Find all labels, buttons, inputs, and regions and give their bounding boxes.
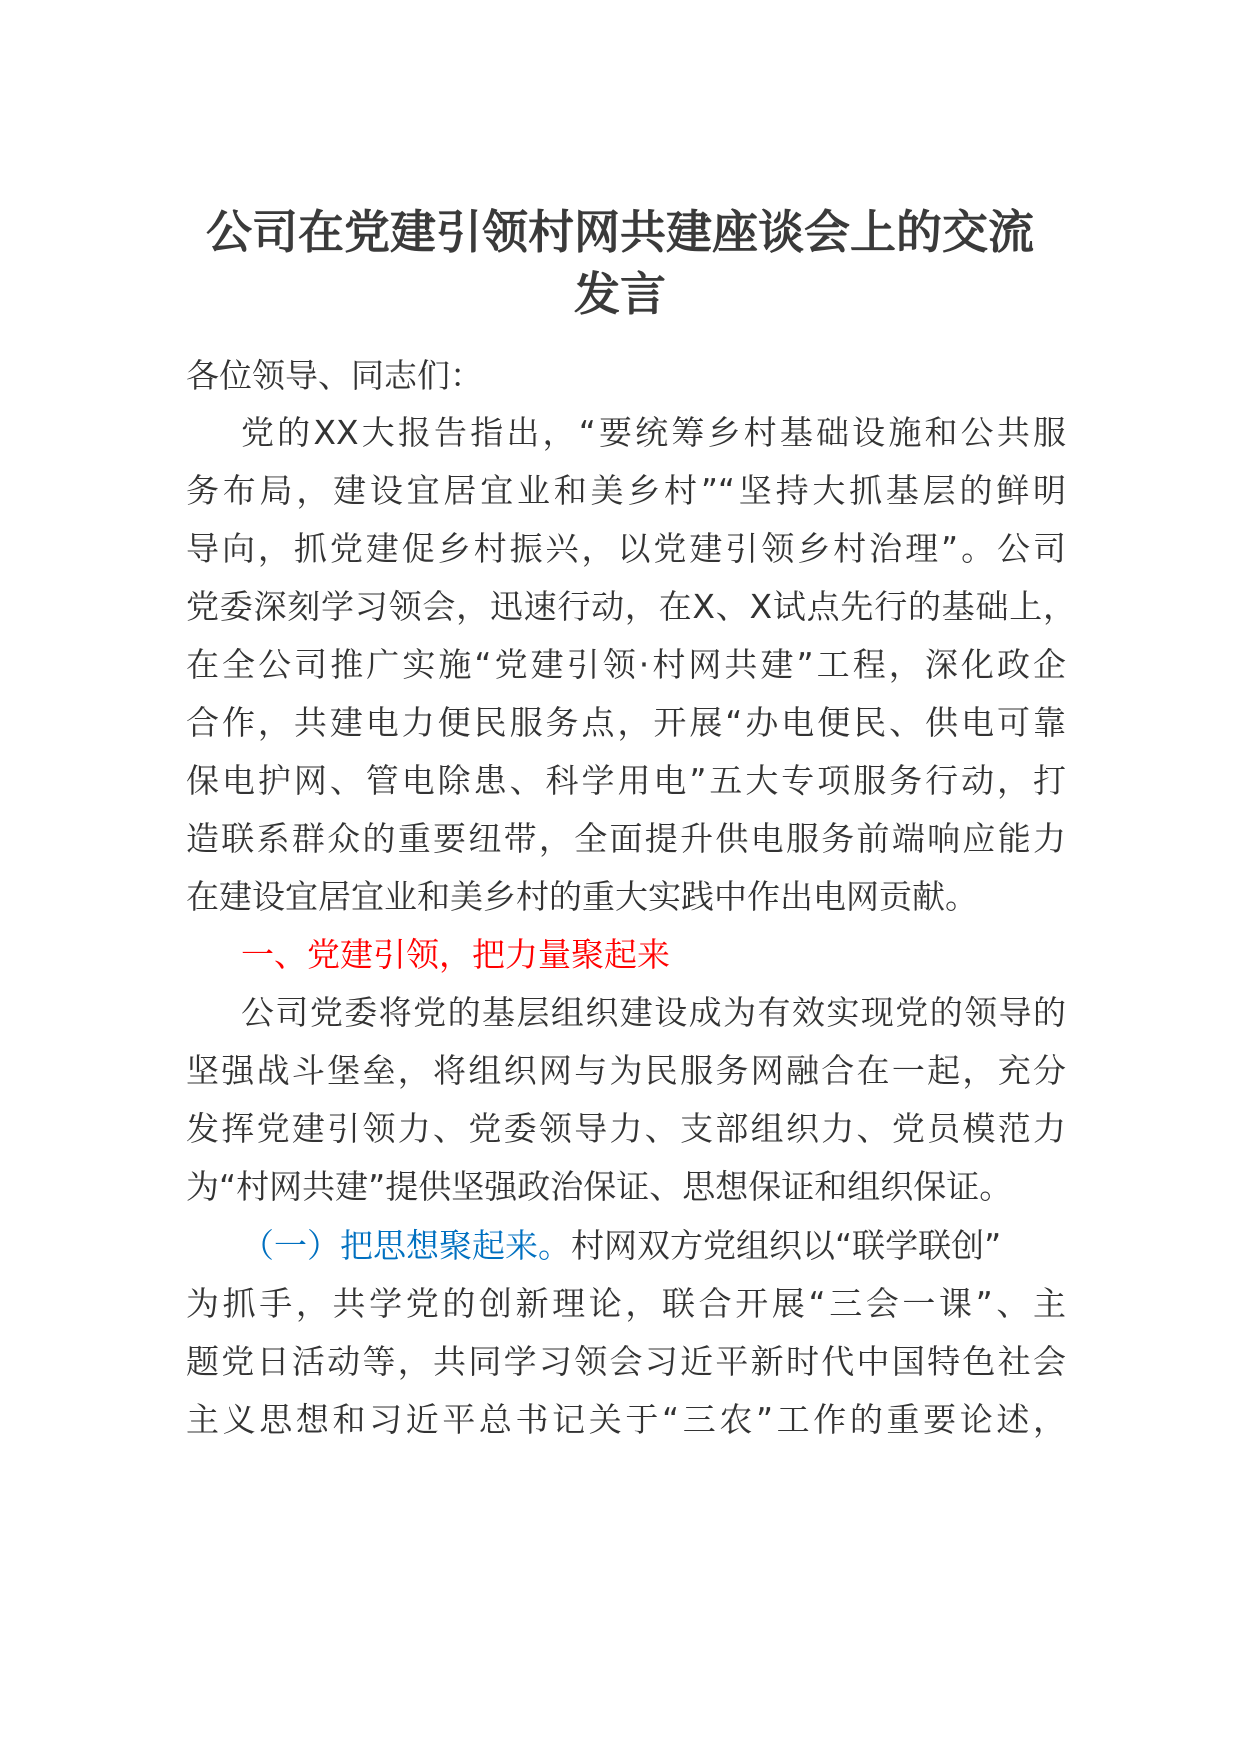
section-heading: 一、党建引领，把力量聚起来 — [241, 935, 670, 974]
intro-line: 导向，抓党建促乡村振兴，以党建引领乡村治理”。公司 — [186, 529, 1066, 568]
subsection-line: 题党日活动等，共同学习领会习近平新时代中国特色社会 — [186, 1342, 1066, 1381]
intro-line: 党委深刻学习领会，迅速行动，在X、X试点先行的基础上， — [186, 587, 1076, 626]
intro-line: 造联系群众的重要纽带，全面提升供电服务前端响应能力 — [186, 819, 1066, 858]
section-paragraph-line: 坚强战斗堡垒，将组织网与为民服务网融合在一起，充分 — [186, 1051, 1066, 1090]
document-title-line-1: 公司在党建引领村网共建座谈会上的交流 — [206, 205, 1034, 259]
document-title-line-2: 发言 — [574, 267, 666, 321]
subsection-heading: （一）把思想聚起来。 — [241, 1226, 571, 1265]
subsection-line: 为抓手，共学党的创新理论，联合开展“三会一课”、主 — [186, 1284, 1066, 1323]
intro-line: 在建设宜居宜业和美乡村的重大实践中作出电网贡献。 — [186, 877, 978, 916]
section-paragraph-line: 为“村网共建”提供坚强政治保证、思想保证和组织保证。 — [186, 1167, 1013, 1206]
salutation: 各位领导、同志们： — [186, 356, 483, 395]
subsection-first-line — [241, 1226, 1121, 1266]
section-paragraph-line: 公司党委将党的基层组织建设成为有效实现党的领导的 — [241, 993, 1066, 1032]
intro-line: 保电护网、管电除患、科学用电”五大专项服务行动，打 — [186, 761, 1066, 800]
intro-line: 在全公司推广实施“党建引领·村网共建”工程，深化政企 — [186, 645, 1066, 684]
intro-line: 务布局，建设宜居宜业和美乡村”“坚持大抓基层的鲜明 — [186, 471, 1066, 510]
subsection-line: 主义思想和习近平总书记关于“三农”工作的重要论述， — [186, 1400, 1066, 1439]
intro-line: 合作，共建电力便民服务点，开展“办电便民、供电可靠 — [186, 703, 1066, 742]
section-paragraph-line: 发挥党建引领力、党委领导力、支部组织力、党员模范力 — [186, 1109, 1066, 1148]
intro-line: 党的XX大报告指出，“要统筹乡村基础设施和公共服 — [241, 413, 1066, 452]
subsection-text: 村网双方党组织以“联学联创” — [571, 1226, 1002, 1265]
